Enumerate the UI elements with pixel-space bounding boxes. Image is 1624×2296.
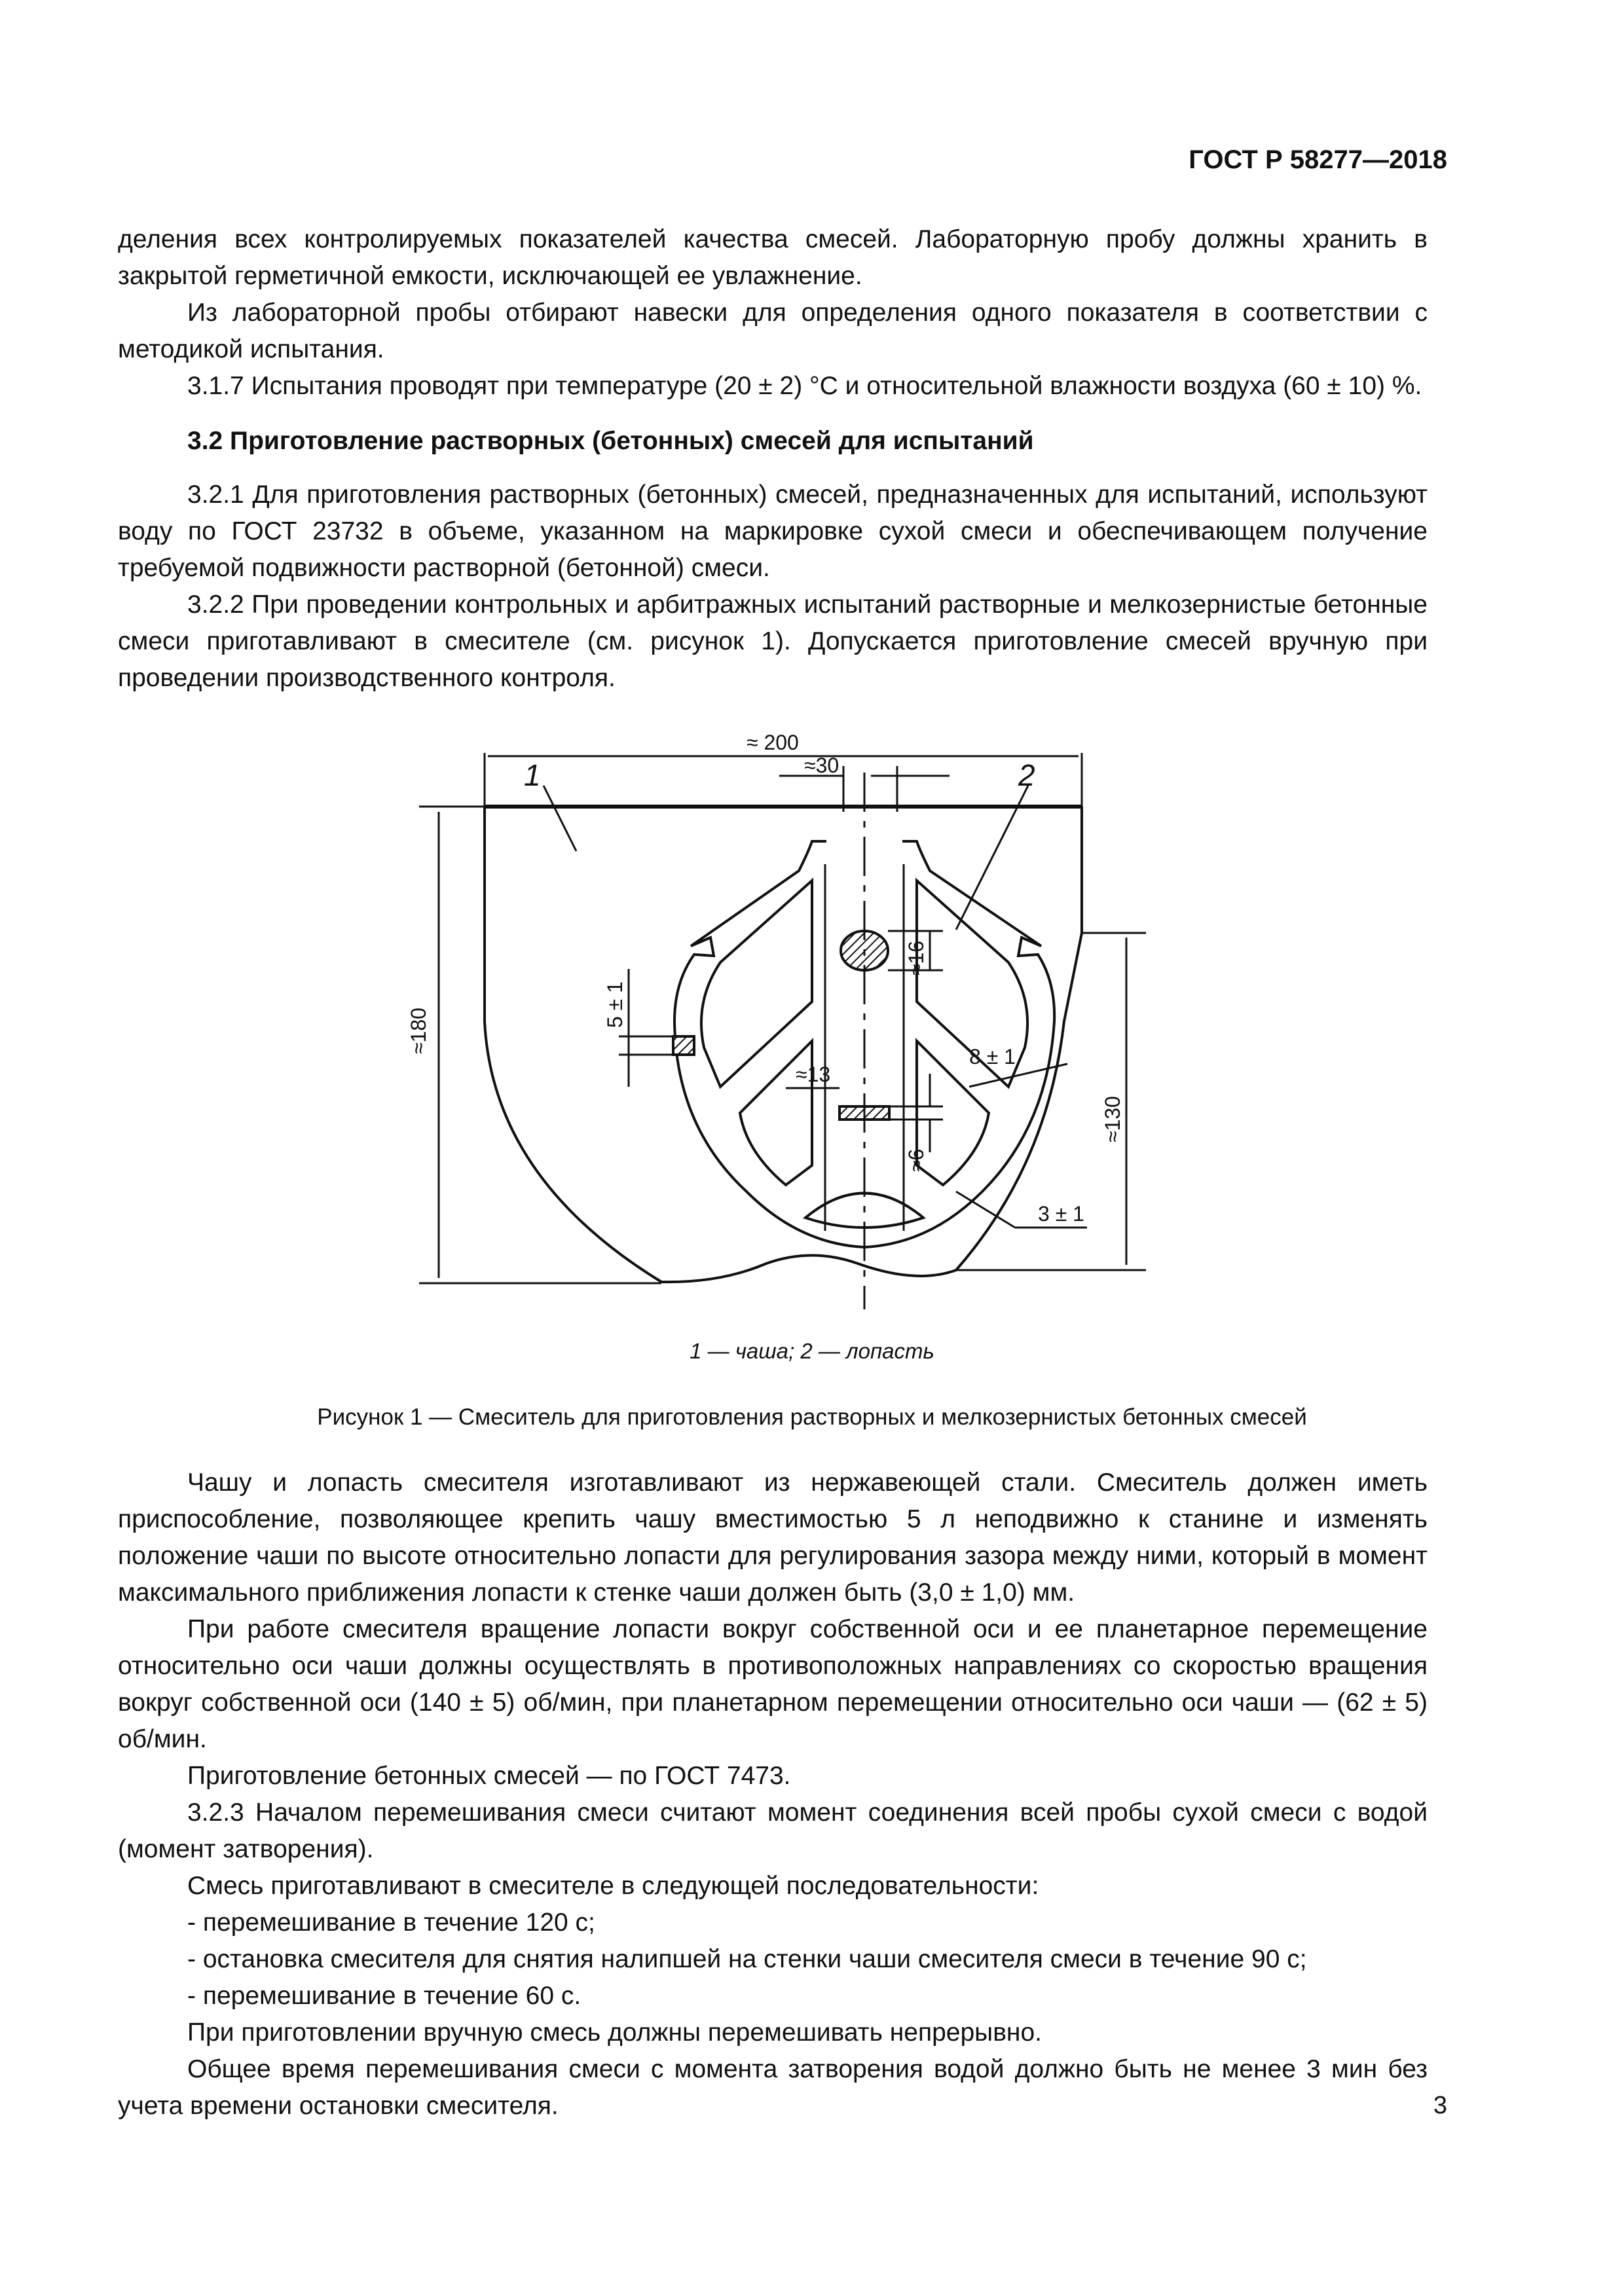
dim-3: 3 ± 1 xyxy=(1038,1202,1084,1226)
dim-5: 5 ± 1 xyxy=(603,981,627,1028)
dim-height-130: ≈130 xyxy=(1101,1096,1124,1142)
dimension-lines xyxy=(419,753,1146,1309)
paragraph: При работе смесителя вращение лопасти вокруг собственной оси и ее планетарное перемещение относительно оси чаши должны осуществлять в противоположных направлениях со скоростью вращения вокруг собственной оси (140 ± 5) об/мин, при планетарном перемещении относительно оси чаши — (62 ± 5) об/мин. xyxy=(118,1615,1428,1753)
paragraph: При приготовлении вручную смесь должны перемешивать непрерывно. xyxy=(187,2018,1042,2047)
top-text-block xyxy=(118,221,1428,697)
paragraph: Приготовление бетонных смесей — по ГОСТ 7473. xyxy=(187,1762,791,1790)
label-bowl: 1 xyxy=(524,758,541,792)
section-heading: 3.2 Приготовление растворных (бетонных) смесей для испытаний xyxy=(187,427,1034,455)
figure-legend: 1 — чаша; 2 — лопасть xyxy=(690,1339,934,1363)
document-header: ГОСТ Р 58277—2018 xyxy=(1189,145,1447,174)
dim-8: 8 ± 1 xyxy=(969,1045,1016,1068)
dim-height-180: ≈180 xyxy=(407,1008,430,1054)
paragraph: Чашу и лопасть смесителя изготавливают из нержавеющей стали. Смеситель должен иметь приспособление, позволяющее крепить чашу вместимостью 5 л неподвижно к станине и изменять положение чаши по высоте относительно лопасти для регулирования зазора между ними, который в момент максимального приближения лопасти к стенке чаши должен быть (3,0 ± 1,0) мм. xyxy=(118,1468,1428,1607)
bottom-text-block xyxy=(118,1465,1428,2124)
dim-16: ≈16 xyxy=(904,940,928,975)
paragraph: Смесь приготавливают в смесителе в следующей последовательности: xyxy=(187,1872,1039,1900)
paragraph: 3.2.2 При проведении контрольных и арбитражных испытаний растворные и мелкозернистые бетонные смеси приготавливают в смесителе (см. рисунок 1). Допускается приготовление смесей вручную при проведении производственного контроля. xyxy=(118,591,1428,692)
paragraph: 3.2.3 Началом перемешивания смеси считают момент соединения всей пробы сухой смеси с водой (момент затворения). xyxy=(118,1798,1428,1863)
list-item: - перемешивание в течение 120 с; xyxy=(187,1908,595,1937)
list-item: - перемешивание в течение 60 с. xyxy=(187,1982,581,2010)
paragraph: Из лабораторной пробы отбирают навески для определения одного показателя в соответствии с методикой испытания. xyxy=(118,299,1428,363)
hatched-sections xyxy=(673,931,889,1120)
dim-6: ≈6 xyxy=(904,1148,928,1172)
dim-width-200: ≈ 200 xyxy=(747,731,799,754)
paragraph: 3.1.7 Испытания проводят при температуре (20 ± 2) °С и относительной влажности воздуха (60 ± 10) %. xyxy=(187,372,1422,400)
page-number: 3 xyxy=(1433,2092,1447,2119)
list-item: - остановка смесителя для снятия налипшей на стенки чаши смесителя смеси в течение 90 с; xyxy=(187,1945,1307,1973)
paragraph: 3.2.1 Для приготовления растворных (бетонных) смесей, предназначенных для испытаний, используют воду по ГОСТ 23732 в объеме, указанном на маркировке сухой смеси и обеспечивающем получение требуемой подвижности растворной (бетонной) смеси. xyxy=(118,481,1428,582)
mixer-figure xyxy=(0,707,1624,1322)
dim-13: ≈13 xyxy=(796,1063,831,1086)
paragraph: деления всех контролируемых показателей качества смесей. Лабораторную пробу должны хранить в закрытой герметичной емкости, исключающей ее увлажнение. xyxy=(118,225,1428,290)
figure-caption: Рисунок 1 — Смеситель для приготовления растворных и мелкозернистых бетонных смесей xyxy=(317,1404,1307,1430)
label-paddle: 2 xyxy=(1018,758,1035,792)
paragraph: Общее время перемешивания смеси с момента затворения водой должно быть не менее 3 мин без учета времени остановки смесителя. xyxy=(118,2055,1428,2120)
dim-width-30: ≈30 xyxy=(804,754,840,777)
